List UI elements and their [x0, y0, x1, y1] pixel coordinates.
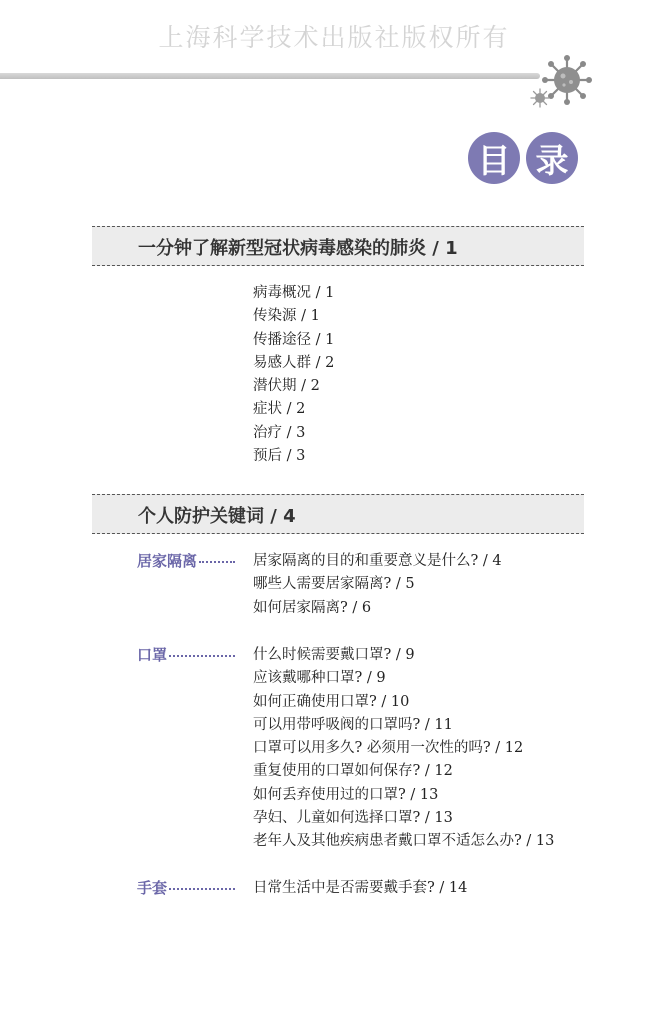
- section-title: 一分钟了解新型冠状病毒感染的肺炎 / 1: [138, 238, 458, 259]
- toc-entry[interactable]: 居家隔离的目的和重要意义是什么? / 4: [253, 553, 502, 569]
- toc-entry[interactable]: 如何正确使用口罩? / 10: [253, 693, 410, 710]
- title-char-lu: 录: [526, 132, 578, 184]
- group-label-gloves: [137, 877, 235, 900]
- toc-entry[interactable]: 老年人及其他疾病患者戴口罩不适怎么办? / 13: [253, 833, 555, 850]
- leader-dots: [169, 655, 235, 657]
- group-home-isolation-entries: [253, 550, 502, 620]
- group-label-text: 居家隔离: [137, 552, 198, 570]
- toc-entry[interactable]: 应该戴哪种口罩? / 9: [253, 670, 386, 687]
- toc-entry[interactable]: 治疗 / 3: [253, 424, 306, 441]
- section-header-1: [92, 226, 584, 266]
- leader-dots: [169, 888, 235, 890]
- toc-entry[interactable]: 孕妇、儿童如何选择口罩? / 13: [253, 810, 453, 827]
- toc-entry[interactable]: 传染源 / 1: [253, 308, 320, 325]
- group-label-text: 手套: [137, 879, 168, 897]
- toc-entry[interactable]: 预后 / 3: [253, 448, 306, 465]
- toc-entry[interactable]: 口罩可以用多久? 必须用一次性的吗? / 12: [253, 740, 524, 757]
- group-label-text: 口罩: [137, 646, 168, 664]
- group-label-home-isolation: [137, 550, 235, 573]
- toc-entry[interactable]: 传播途径 / 1: [253, 331, 335, 348]
- toc-entry[interactable]: 易感人群 / 2: [253, 354, 335, 371]
- toc-entry[interactable]: 潜伏期 / 2: [253, 378, 320, 395]
- title-char-mu: 目: [468, 132, 520, 184]
- toc-entry[interactable]: 哪些人需要居家隔离? / 5: [253, 576, 415, 593]
- toc-entry[interactable]: 日常生活中是否需要戴手套? / 14: [253, 880, 468, 896]
- toc-entry[interactable]: 如何居家隔离? / 6: [253, 599, 372, 616]
- toc-entry[interactable]: 症状 / 2: [253, 401, 306, 418]
- section-header-2: [92, 494, 584, 534]
- copyright-watermark: 上海科学技术出版社版权所有: [158, 23, 510, 52]
- group-mask-entries: [253, 644, 554, 854]
- toc-entry[interactable]: 重复使用的口罩如何保存? / 12: [253, 763, 453, 780]
- toc-entry[interactable]: 什么时候需要戴口罩? / 9: [253, 647, 415, 663]
- section-title: 个人防护关键词 / 4: [138, 506, 296, 527]
- toc-entry[interactable]: 病毒概况 / 1: [253, 285, 335, 301]
- group-label-mask: [137, 644, 235, 667]
- page-title: [468, 132, 578, 184]
- header-rule: [0, 73, 540, 79]
- section-1-entries: [253, 282, 334, 468]
- leader-dots: [199, 561, 235, 563]
- toc-entry[interactable]: 如何丢弃使用过的口罩? / 13: [253, 786, 439, 803]
- group-gloves-entries: [253, 877, 467, 900]
- toc-entry[interactable]: 可以用带呼吸阀的口罩吗? / 11: [253, 716, 453, 733]
- virus-icon-small: [530, 88, 550, 108]
